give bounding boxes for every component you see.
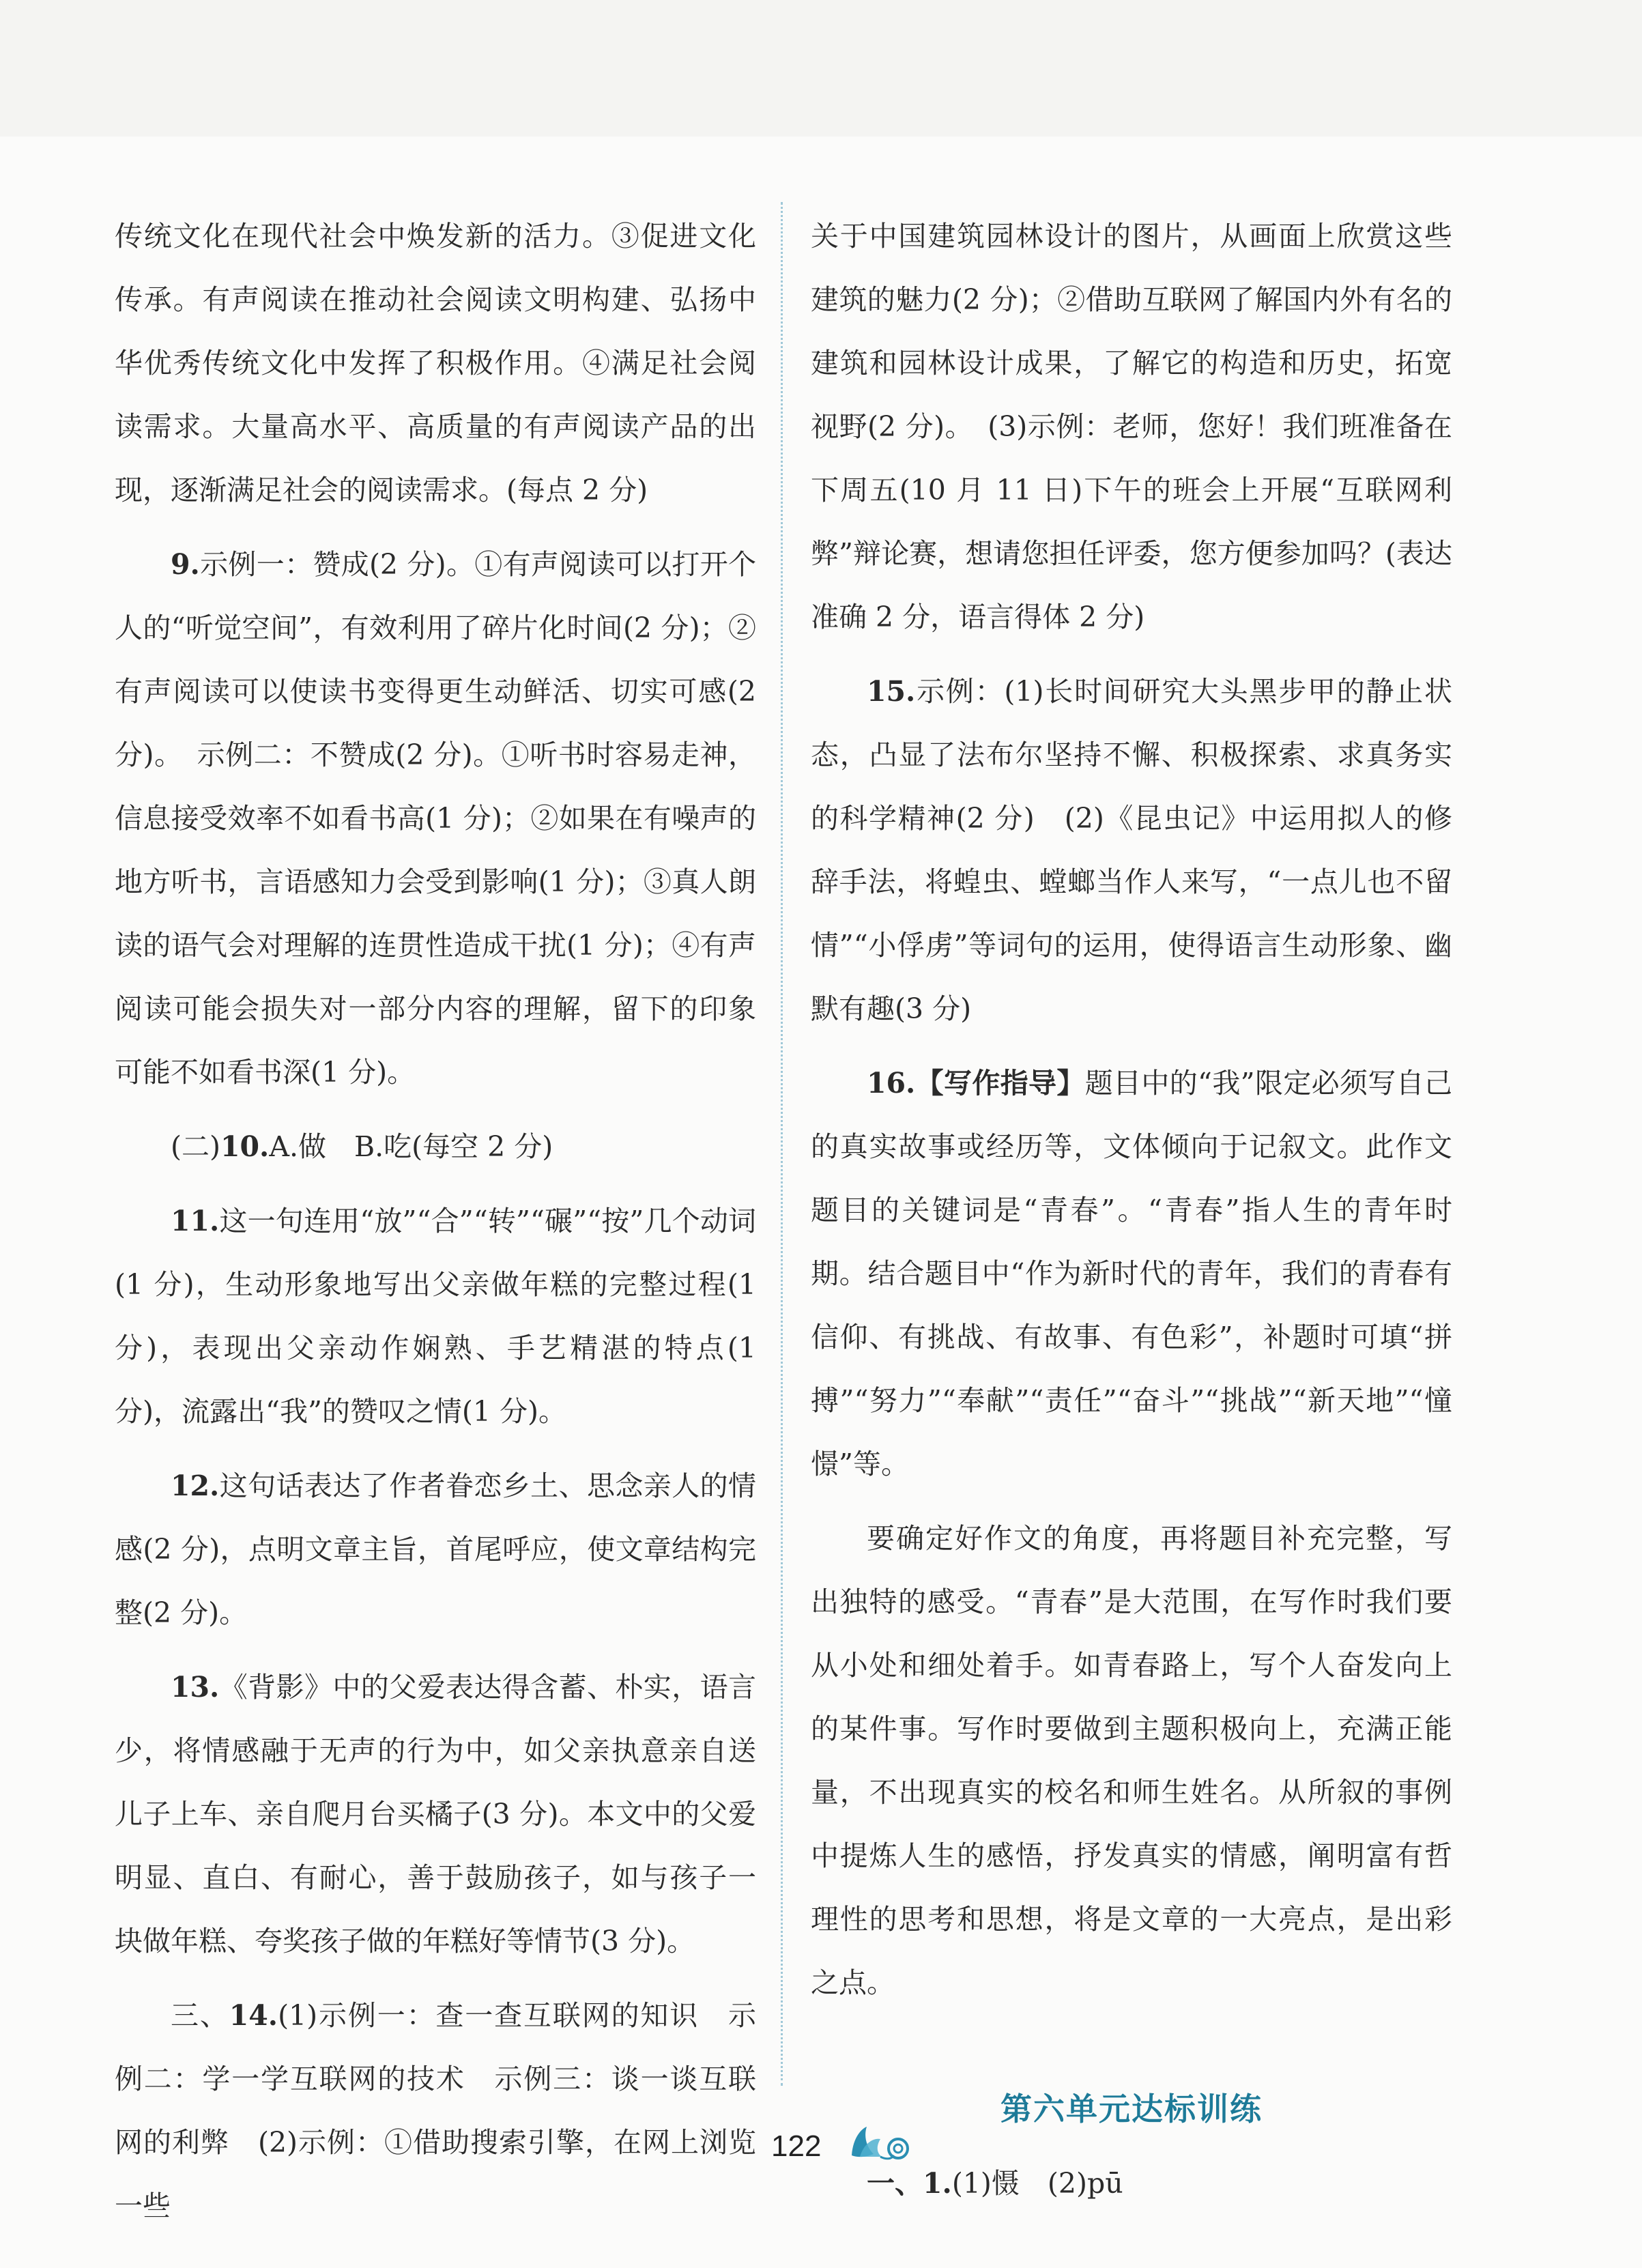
answer-14-prefix: 三、 <box>171 1999 229 2032</box>
answer-10-number: 10. <box>220 1130 270 1163</box>
right-column <box>811 205 1452 2215</box>
answer-13-number: 13. <box>171 1671 220 1704</box>
answer-15-number: 15. <box>867 675 916 708</box>
page-number: 122 <box>771 2129 822 2163</box>
left-column <box>115 205 756 2238</box>
left-paragraph-continued: 传统文化在现代社会中焕发新的活力。③促进文化传承。有声阅读在推动社会阅读文明构建、弘扬中华优秀传统文化中发挥了积极作用。④满足社会阅读需求。大量高水平、高质量的有声阅读产品的出现，逐渐满足社会的阅读需求。(每点 2 分) <box>115 220 756 506</box>
answer-13-text: 《背影》中的父爱表达得含蓄、朴实，语言少，将情感融于无声的行为中，如父亲执意亲自送儿子上车、亲自爬月台买橘子(3 分)。本文中的父爱明显、直白、有耐心，善于鼓励孩子，如与孩子一块做年糕、夸奖孩子做的年糕好等情节(3 分)。 <box>115 1671 756 1957</box>
answer-10-prefix: (二) <box>171 1130 220 1163</box>
answer-15 <box>811 660 1452 1041</box>
answer-10-text: A.做 B.吃(每空 2 分) <box>269 1130 553 1163</box>
answer-11-text: 这一句连用“放”“合”“转”“碾”“按”几个动词(1 分)，生动形象地写出父亲做年糕的完整过程(1 分)，表现出父亲动作娴熟、手艺精湛的特点(1 分)，流露出“我”的赞叹之情(1 分)。 <box>115 1205 756 1428</box>
answer-14-number: 14. <box>229 1999 278 2032</box>
unit-title: 第六单元达标训练 <box>1000 2091 1263 2127</box>
answer-14 <box>115 1984 756 2238</box>
answer-12-text: 这句话表达了作者眷恋乡土、思念亲人的情感(2 分)，点明文章主旨，首尾呼应，使文章结构完整(2 分)。 <box>115 1469 756 1629</box>
answer-15-text: 示例：(1)长时间研究大头黑步甲的静止状态，凸显了法布尔坚持不懈、积极探索、求真务实的科学精神(2 分) (2)《昆虫记》中运用拟人的修辞手法，将蝗虫、螳螂当作人来写，“一点儿也不留情”“小俘虏”等词句的运用，使得语言生动形象、幽默有趣(3 分) <box>811 675 1452 1025</box>
answer-9 <box>115 533 756 1104</box>
answer-16-number: 16. <box>867 1067 916 1100</box>
answer-12-number: 12. <box>171 1469 220 1502</box>
answer-10 <box>115 1115 756 1179</box>
decorative-swirl-icon <box>846 2123 914 2164</box>
answer-9-text: 示例一：赞成(2 分)。①有声阅读可以打开个人的“听觉空间”，有效利用了碎片化时间(2 分)；②有声阅读可以使读书变得更生动鲜活、切实可感(2 分)。 示例二：不赞成(2 分)。①听书时容易走神，信息接受效率不如看书高(1 分)；②如果在有噪声的地方听书，言语感知力会受到影响(1 分)；③真人朗读的语气会对理解的连贯性造成干扰(1 分)；④有声阅读可能会损失对一部分内容的理解，留下的印象可能不如看书深(1 分)。 <box>115 548 756 1089</box>
unit6-answer-1-text: (1)慑 (2)pū <box>951 2167 1123 2200</box>
right-paragraph-continued: 关于中国建筑园林设计的图片，从画面上欣赏这些建筑的魅力(2 分)；②借助互联网了解国内外有名的建筑和园林设计成果，了解它的构造和历史，拓宽视野(2 分)。 (3)示例：老师，您好！我们班准备在下周五(10 月 11 日)下午的班会上开展“互联网利弊”辩论赛，想请您担任评委，您方便参加吗？(表达准确 2 分，语言得体 2 分) <box>811 220 1452 633</box>
column-divider <box>781 202 783 2086</box>
answer-11-number: 11. <box>171 1205 220 1237</box>
answer-9-number: 9. <box>171 548 200 581</box>
unit6-answer-1-prefix: 一、 <box>867 2167 923 2200</box>
answer-11 <box>115 1190 756 1444</box>
answer-16 <box>811 1052 1452 1496</box>
answer-16-text: 题目中的“我”限定必须写自己的真实故事或经历等，文体倾向于记叙文。此作文题目的关键词是“青春”。“青春”指人生的青年时期。结合题目中“作为新时代的青年，我们的青春有信仰、有挑战、有故事、有色彩”，补题时可填“拼搏”“努力”“奉献”“责任”“奋斗”“挑战”“新天地”“憧憬”等。 <box>811 1067 1453 1480</box>
answer-16-paragraph-2: 要确定好作文的角度，再将题目补充完整，写出独特的感受。“青春”是大范围，在写作时我们要从小处和细处着手。如青春路上，写个人奋发向上的某件事。写作时要做到主题积极向上，充满正能量，不出现真实的校名和师生姓名。从所叙的事例中提炼人生的感悟，抒发真实的情感，阐明富有哲理性的思考和思想，将是文章的一大亮点，是出彩之点。 <box>811 1522 1452 1999</box>
answer-13 <box>115 1656 756 1973</box>
page-top-band <box>0 0 1642 137</box>
answer-16-label: 【写作指导】 <box>915 1067 1085 1100</box>
answer-12 <box>115 1454 756 1645</box>
unit6-answer-1-number: 1. <box>923 2167 952 2200</box>
answer-14-text: (1)示例一：查一查互联网的知识 示例二：学一学互联网的技术 示例三：谈一谈互联网的利弊 (2)示例：①借助搜索引擎，在网上浏览一些 <box>115 1999 757 2222</box>
